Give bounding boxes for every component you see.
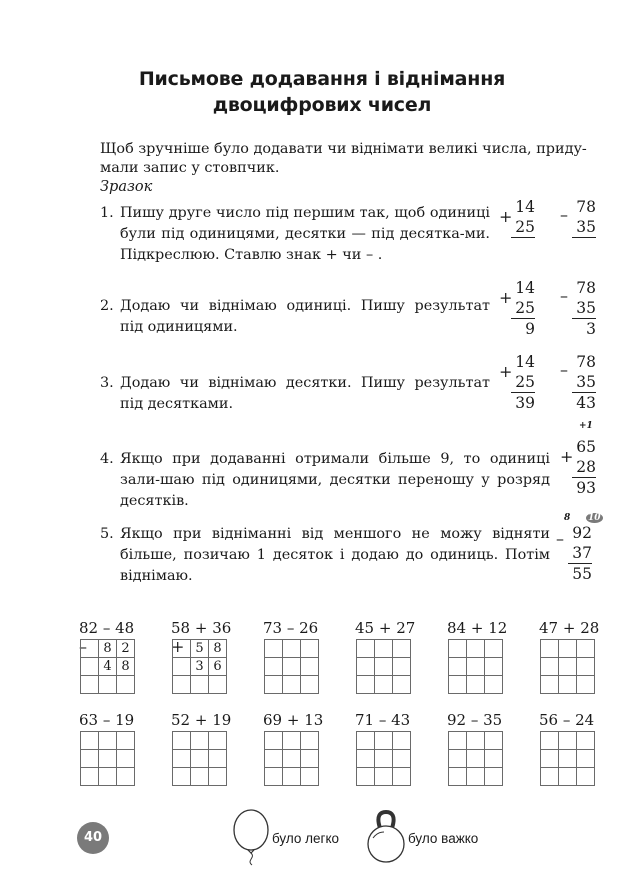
step-4: [100, 449, 550, 512]
answer-grid[interactable]: [264, 731, 319, 786]
page-title: Письмове додавання і віднімання: [138, 68, 506, 90]
exercise-expression: 82 – 48: [79, 619, 135, 637]
step-1: [100, 203, 490, 266]
answer-grid[interactable]: 8 2 4 8: [80, 639, 135, 694]
step-text: Додаю чи віднімаю одиниці. Пишу результат під одиницями.: [120, 298, 490, 335]
step-number: 1.: [100, 205, 114, 221]
exercise-expression: 52 + 19: [171, 711, 232, 729]
step-text: Якщо при відніманні від меншого не можу відняти більше, позичаю 1 десяток і додаю до одиниць. Потім віднімаю.: [120, 526, 550, 584]
calc-step4-add: +1 + 65 28 93: [560, 421, 596, 497]
answer-grid[interactable]: [356, 639, 411, 694]
borrow-tens-mark: 8: [564, 513, 571, 523]
calc-step2-add: + 14 25 9: [499, 279, 535, 338]
borrow-units-mark: 10: [588, 513, 601, 523]
answer-grid[interactable]: [264, 639, 319, 694]
step-number: 2.: [100, 298, 114, 314]
exercise-47-plus-28: [539, 619, 644, 637]
step-number: 3.: [100, 375, 114, 391]
exercise-expression: 45 + 27: [355, 619, 416, 637]
step-5: [100, 524, 550, 587]
calc-step3-sub: – 78 35 43: [560, 353, 596, 412]
exercise-expression: 63 – 19: [79, 711, 135, 729]
step-number: 5.: [100, 526, 114, 542]
calc-step1-sub: – 78 35: [560, 198, 596, 236]
exercise-expression: 47 + 28: [539, 619, 600, 637]
answer-grid[interactable]: [540, 731, 595, 786]
exercise-expression: 73 – 26: [263, 619, 319, 637]
intro-line-2: мали запис у стовпчик.: [100, 160, 280, 176]
step-2: [100, 296, 490, 338]
step-text: Якщо при додаванні отримали більше 9, то одиниці зали-шаю під одиницями, десятки переношу у розряд десятків.: [120, 451, 550, 509]
step-number: 4.: [100, 451, 114, 467]
answer-grid[interactable]: [80, 731, 135, 786]
answer-grid[interactable]: [356, 731, 411, 786]
calc-step3-add: + 14 25 39: [499, 353, 535, 412]
exercise-expression: 69 + 13: [263, 711, 324, 729]
exercise-expression: 58 + 36: [171, 619, 232, 637]
assessment-easy-label: було легко: [272, 831, 340, 846]
answer-grid[interactable]: [448, 639, 503, 694]
calc-step2-sub: – 78 35 3: [560, 279, 596, 338]
carry-mark: +1: [579, 421, 593, 431]
exercise-58-plus-36: 58 + 36 + 5 8 3 6: [171, 619, 281, 656]
exercise-82-minus-48: 82 – 48 – 8 2 4 8: [79, 619, 189, 656]
exercise-expression: 84 + 12: [447, 619, 508, 637]
intro-line-1: Щоб зручніше було додавати чи віднімати великі числа, приду-: [100, 141, 587, 157]
exercise-expression: 71 – 43: [355, 711, 411, 729]
calc-step5-sub: 8 10 – 92 37 55: [556, 513, 601, 583]
balloon-easy-icon[interactable]: [228, 808, 278, 866]
exercise-expression: 92 – 35: [447, 711, 503, 729]
step-text: Пишу друге число під першим так, щоб одиниці були під одиницями, десятки — під десятка-ми. Підкреслюю. Ставлю знак + чи – .: [120, 205, 490, 263]
page-subtitle: двоцифрових чисел: [212, 94, 432, 116]
assessment-hard-label: було важко: [408, 831, 479, 846]
step-3: [100, 373, 490, 415]
exercise-expression: 56 – 24: [539, 711, 595, 729]
calc-step1-add: + 14 25: [499, 198, 535, 236]
weight-hard-icon[interactable]: [366, 808, 414, 864]
step-text: Додаю чи віднімаю десятки. Пишу результат під десятками.: [120, 375, 490, 412]
exercise-56-minus-24: [539, 711, 644, 729]
answer-grid[interactable]: [448, 731, 503, 786]
page-number: 40: [77, 822, 109, 854]
answer-grid[interactable]: 5 8 3 6: [172, 639, 227, 694]
answer-grid[interactable]: [540, 639, 595, 694]
answer-grid[interactable]: [172, 731, 227, 786]
sample-label: Зразок: [100, 179, 153, 195]
